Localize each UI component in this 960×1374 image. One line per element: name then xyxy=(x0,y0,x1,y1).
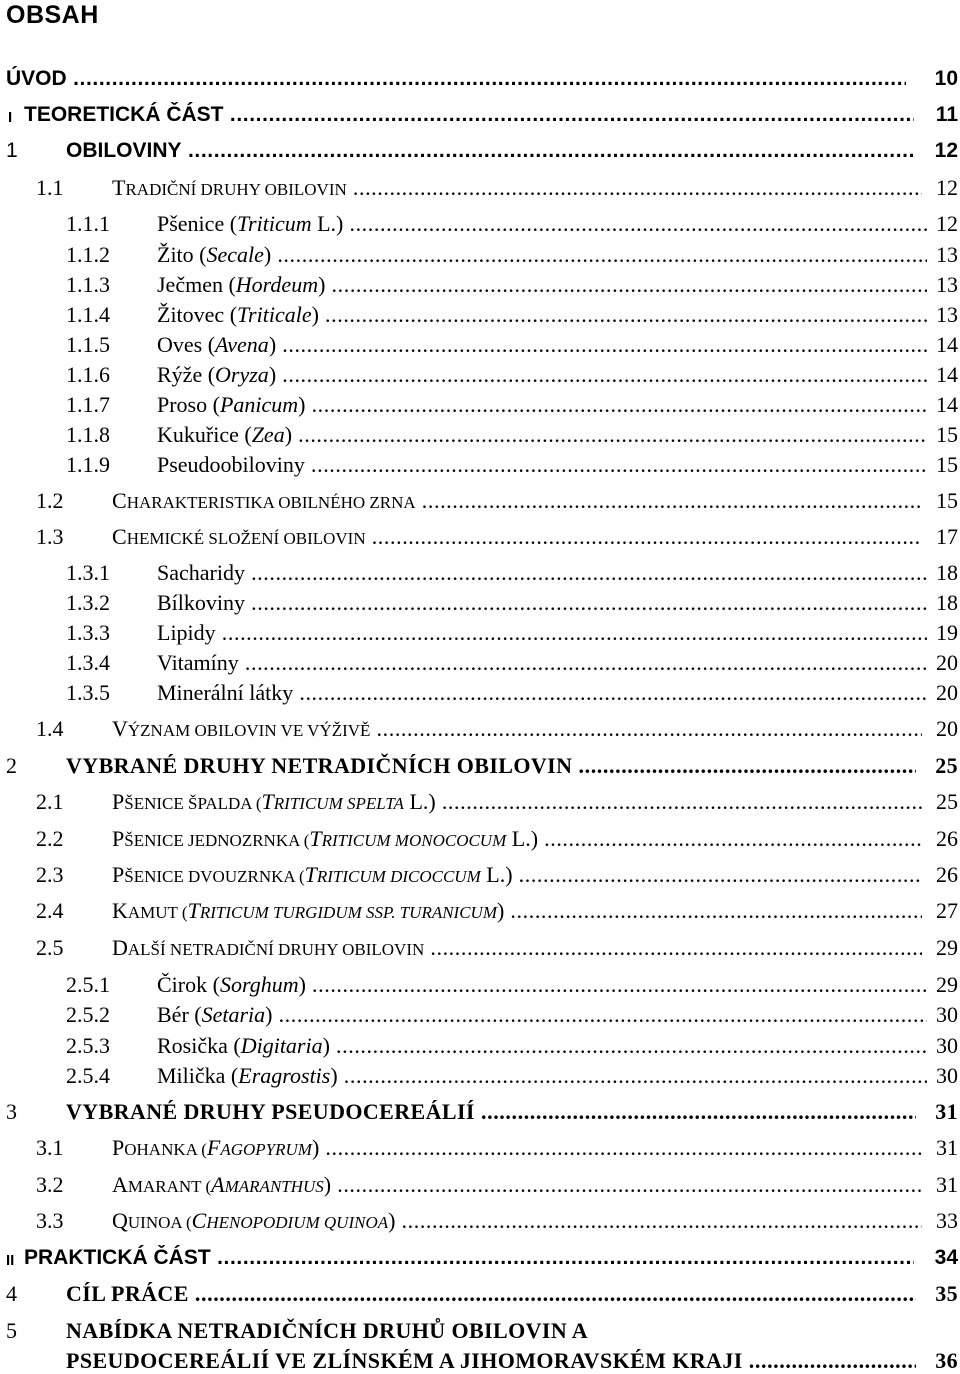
toc-entry-title: Bílkoviny ..... xyxy=(157,590,927,616)
toc-entry-page: 31 xyxy=(932,1172,958,1198)
toc-entry-title-line1: NABÍDKA NETRADIČNÍCH DRUHŮ OBILOVIN A xyxy=(66,1318,589,1343)
toc-entry-title: PŠENICE JEDNOZRNKA (TRITICUM MONOCOCUM L.) ..... xyxy=(112,826,922,854)
toc-entry-title: TRADIČNÍ DRUHY OBILOVIN ..... xyxy=(112,175,922,203)
toc-entry[interactable] xyxy=(0,272,958,298)
toc-entry-title: VÝZNAM OBILOVIN VE VÝŽIVĚ ..... xyxy=(112,716,922,744)
toc-entry-title: Rosička (Digitaria) ..... xyxy=(157,1033,927,1059)
toc-entry-page: 11 xyxy=(932,102,958,128)
toc-entry-page: 33 xyxy=(932,1208,958,1234)
toc-entry[interactable] xyxy=(0,1002,958,1028)
toc-entry-number: 1.1.7 xyxy=(66,392,110,417)
toc-entry-number: 2.5.1 xyxy=(66,972,110,997)
toc-entry-page: 12 xyxy=(931,138,958,164)
toc-entry[interactable] xyxy=(0,1245,958,1271)
toc-entry[interactable] xyxy=(0,560,958,586)
toc-entry-title: AMARANT (AMARANTHUS) ..... xyxy=(112,1172,922,1200)
toc-entry-number: 5 xyxy=(6,1318,18,1343)
toc-entry-number: 2.5 xyxy=(36,935,64,960)
toc-entry-page: 36 xyxy=(931,1348,958,1374)
toc-entry-number: 2.1 xyxy=(36,789,64,814)
toc-entry-number: 2.5.2 xyxy=(66,1002,110,1027)
toc-entry-title: CHEMICKÉ SLOŽENÍ OBILOVIN ..... xyxy=(112,524,922,552)
toc-entry[interactable] xyxy=(0,716,958,742)
toc-entry-page: 29 xyxy=(932,935,958,961)
toc-entry-number: 1.1.2 xyxy=(66,242,110,267)
toc-entry[interactable] xyxy=(0,1208,958,1234)
toc-entry[interactable] xyxy=(0,392,958,418)
toc-entry-number: II xyxy=(6,1252,15,1269)
toc-entry-page: 30 xyxy=(932,1002,958,1028)
toc-entry[interactable] xyxy=(0,422,958,448)
toc-entry-number: 4 xyxy=(6,1281,18,1306)
toc-entry-page: 15 xyxy=(932,452,958,478)
toc-entry-number: 2.4 xyxy=(36,898,64,923)
toc-entry[interactable] xyxy=(0,1318,958,1344)
toc-entry[interactable] xyxy=(0,935,958,961)
toc-entry-title: Pšenice (Triticum L.) ..... xyxy=(157,211,927,237)
toc-entry-page: 14 xyxy=(932,362,958,388)
toc-entry[interactable] xyxy=(0,898,958,924)
toc-entry[interactable] xyxy=(0,753,958,779)
toc-entry-page: 30 xyxy=(932,1063,958,1089)
toc-entry-page: 20 xyxy=(932,650,958,676)
toc-entry-title: Kukuřice (Zea) ..... xyxy=(157,422,927,448)
toc-entry-title: Čirok (Sorghum) ..... xyxy=(157,972,927,998)
toc-entry-page: 34 xyxy=(931,1245,958,1271)
toc-entry-page: 31 xyxy=(931,1099,958,1125)
toc-entry-page: 20 xyxy=(932,716,958,742)
toc-entry-title: POHANKA (FAGOPYRUM) ..... xyxy=(112,1135,922,1163)
toc-entry-title: Sacharidy ..... xyxy=(157,560,927,586)
toc-entry-page: 14 xyxy=(932,332,958,358)
toc-entry-page: 13 xyxy=(932,272,958,298)
toc-entry[interactable] xyxy=(0,972,958,998)
toc-entry-number: 3.3 xyxy=(36,1208,64,1233)
toc-entry-number: 1.3.2 xyxy=(66,590,110,615)
toc-entry[interactable] xyxy=(0,862,958,888)
toc-entry-title: ÚVOD ..... xyxy=(6,66,906,92)
toc-entry[interactable] xyxy=(0,590,958,616)
toc-entry-number: 2 xyxy=(6,753,18,778)
toc-entry[interactable] xyxy=(0,488,958,514)
toc-entry-page: 26 xyxy=(932,862,958,888)
toc-entry-page: 25 xyxy=(932,789,958,815)
toc-entry-page: 29 xyxy=(932,972,958,998)
toc-entry-title: Proso (Panicum) ..... xyxy=(157,392,927,418)
toc-entry-page: 30 xyxy=(932,1033,958,1059)
toc-entry-title: CÍL PRÁCE ..... xyxy=(66,1281,916,1307)
toc-entry[interactable] xyxy=(0,242,958,268)
toc-entry-number: 1.1.4 xyxy=(66,302,110,327)
toc-entry[interactable] xyxy=(0,302,958,328)
toc-entry[interactable] xyxy=(0,211,958,237)
toc-entry-number: 1.1 xyxy=(36,175,64,200)
toc-entry-page: 10 xyxy=(931,66,958,92)
toc-entry-page: 35 xyxy=(931,1281,958,1307)
toc-entry-title: PRAKTICKÁ ČÁST ..... xyxy=(24,1245,914,1271)
toc-entry-number: 3.1 xyxy=(36,1135,64,1160)
toc-entry[interactable] xyxy=(0,789,958,815)
toc-entry-number: 2.5.4 xyxy=(66,1063,110,1088)
toc-entry-page: 12 xyxy=(932,175,958,201)
toc-entry-number: 1.4 xyxy=(36,716,64,741)
toc-entry-number: I xyxy=(8,109,13,126)
toc-entry-title: Vitamíny ..... xyxy=(157,650,927,676)
toc-entry-page: 17 xyxy=(932,524,958,550)
toc-entry-title: Žito (Secale) ..... xyxy=(157,242,927,268)
toc-entry-page: 13 xyxy=(932,242,958,268)
toc-entry[interactable] xyxy=(0,175,958,201)
toc-entry-number: 3.2 xyxy=(36,1172,64,1197)
toc-entry-number: 1.1.3 xyxy=(66,272,110,297)
toc-entry-number: 1.1.1 xyxy=(66,211,110,236)
toc-entry-page: 19 xyxy=(932,620,958,646)
toc-entry-number: 1.3.3 xyxy=(66,620,110,645)
toc-entry[interactable] xyxy=(0,1099,958,1125)
toc-entry-title: CHARAKTERISTIKA OBILNÉHO ZRNA ..... xyxy=(112,488,922,516)
toc-entry-number: 2.5.3 xyxy=(66,1033,110,1058)
toc-entry-title: OBILOVINY ..... xyxy=(66,138,916,164)
toc-entry[interactable] xyxy=(0,66,958,92)
toc-entry-page: 25 xyxy=(931,753,958,779)
toc-entry-title: QUINOA (CHENOPODIUM QUINOA) ..... xyxy=(112,1208,922,1236)
toc-entry-title: VYBRANÉ DRUHY PSEUDOCEREÁLIÍ ..... xyxy=(66,1099,916,1125)
toc-entry[interactable] xyxy=(0,620,958,646)
toc-entry[interactable] xyxy=(0,524,958,550)
toc-entry[interactable] xyxy=(0,1172,958,1198)
toc-entry-page: 20 xyxy=(932,680,958,706)
toc-entry-page: 26 xyxy=(932,826,958,852)
toc-entry-continuation[interactable] xyxy=(0,1348,958,1374)
toc-entry[interactable] xyxy=(0,138,958,164)
toc-entry-number: 1.1.5 xyxy=(66,332,110,357)
toc-entry-page: 15 xyxy=(932,422,958,448)
toc-entry-title: Lipidy ..... xyxy=(157,620,927,646)
toc-entry-page: 31 xyxy=(932,1135,958,1161)
toc-entry-number: 1.1.9 xyxy=(66,452,110,477)
toc-entry-page: 27 xyxy=(932,898,958,924)
toc-entry-number: 2.3 xyxy=(36,862,64,887)
toc-entry-title: VYBRANÉ DRUHY NETRADIČNÍCH OBILOVIN ..... xyxy=(66,753,916,779)
toc-entry[interactable] xyxy=(0,1281,958,1307)
toc-entry[interactable] xyxy=(0,1135,958,1161)
toc-entry-number: 1.2 xyxy=(36,488,64,513)
toc-entry-title: Minerální látky ..... xyxy=(157,680,927,706)
toc-entry[interactable] xyxy=(0,452,958,478)
toc-entry-title: Ječmen (Hordeum) ..... xyxy=(157,272,927,298)
toc-entry-page: 18 xyxy=(932,560,958,586)
toc-entry-title: Bér (Setaria) ..... xyxy=(157,1002,927,1028)
toc-entry-title: PŠENICE DVOUZRNKA (TRITICUM DICOCCUM L.) ..... xyxy=(112,862,922,890)
toc-entry[interactable] xyxy=(0,102,958,128)
page-title: OBSAH xyxy=(6,1,99,29)
toc-entry-title: PSEUDOCEREÁLIÍ VE ZLÍNSKÉM A JIHOMORAVSKÉM KRAJI ..... xyxy=(66,1348,916,1374)
toc-entry-number: 1.3.1 xyxy=(66,560,110,585)
toc-entry[interactable] xyxy=(0,362,958,388)
toc-entry-title: Oves (Avena) ..... xyxy=(157,332,927,358)
toc-entry-number: 3 xyxy=(6,1099,18,1124)
toc-entry-page: 18 xyxy=(932,590,958,616)
toc-entry[interactable] xyxy=(0,1063,958,1089)
toc-entry-title: TEORETICKÁ ČÁST ..... xyxy=(24,102,914,128)
toc-entry-title: PŠENICE ŠPALDA (TRITICUM SPELTA L.) ..... xyxy=(112,789,922,817)
toc-entry[interactable] xyxy=(0,650,958,676)
toc-entry-title: KAMUT (TRITICUM TURGIDUM SSP. TURANICUM) ..... xyxy=(112,898,922,926)
toc-entry-title: DALŠÍ NETRADIČNÍ DRUHY OBILOVIN ..... xyxy=(112,935,922,963)
toc-entry-title: Žitovec (Triticale) ..... xyxy=(157,302,927,328)
toc-entry-number: 1.3.4 xyxy=(66,650,110,675)
toc-entry-page: 15 xyxy=(932,488,958,514)
toc-entry-number: 1.3.5 xyxy=(66,680,110,705)
toc-entry[interactable] xyxy=(0,680,958,706)
toc-entry[interactable] xyxy=(0,1033,958,1059)
toc-entry-number: 1 xyxy=(6,139,18,162)
toc-entry-title: Rýže (Oryza) ..... xyxy=(157,362,927,388)
toc-entry-number: 1.1.6 xyxy=(66,362,110,387)
toc-entry-title: Pseudoobiloviny ..... xyxy=(157,452,927,478)
toc-entry-page: 14 xyxy=(932,392,958,418)
toc-entry[interactable] xyxy=(0,332,958,358)
toc-entry[interactable] xyxy=(0,826,958,852)
toc-entry-page: 13 xyxy=(932,302,958,328)
toc-entry-number: 2.2 xyxy=(36,826,64,851)
toc-entry-number: 1.1.8 xyxy=(66,422,110,447)
toc-entry-page: 12 xyxy=(932,211,958,237)
toc-entry-title: Milička (Eragrostis) ..... xyxy=(157,1063,927,1089)
toc-entry-number: 1.3 xyxy=(36,524,64,549)
